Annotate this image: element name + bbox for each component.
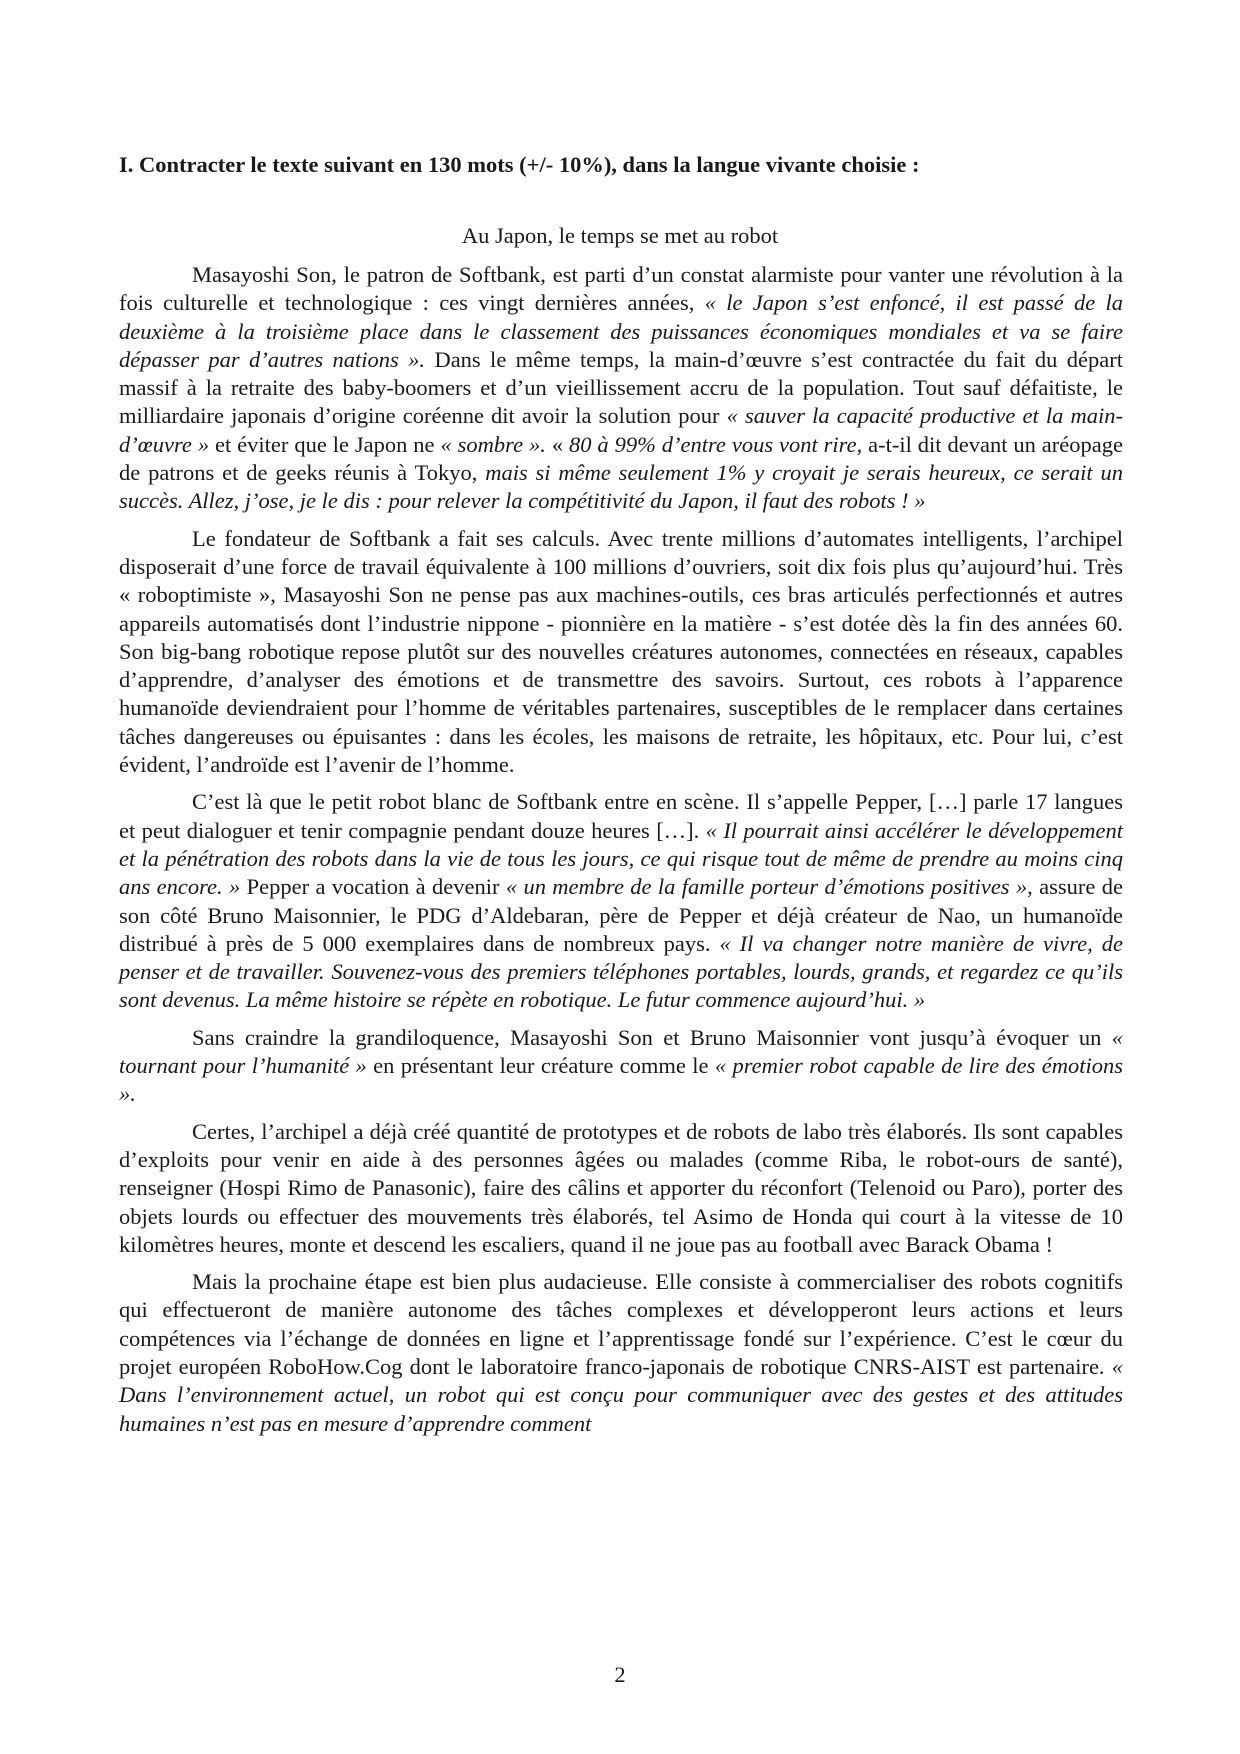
article-body xyxy=(119,261,1123,1438)
text-run: et éviter que le Japon ne xyxy=(209,431,441,457)
text-run: a-t-il dit devant un aréopage de patrons et de geeks réunis à Tokyo, xyxy=(119,431,1123,486)
quote-run: « un membre de la famille porteur d’émotions positives », xyxy=(505,874,1033,900)
text-run: assure de son côté Bruno Maisonnier, le PDG d’Aldebaran, père de Pepper et déjà créateur de Nao, un humanoïde distribué à près de 5 000 exemplaires dans de nombreux pays. xyxy=(119,874,1124,956)
quote-run: 80 à 99% d’entre vous vont rire, xyxy=(569,431,863,457)
text-run: Pepper a vocation à devenir xyxy=(240,874,506,900)
quote-run: « sombre ». xyxy=(440,431,546,457)
text-run: Mais la prochaine étape est bien plus audacieuse. Elle consiste à commercialiser des robots cognitifs qui effectueront de manière autonome des tâches complexes et développeront leurs actions et leurs compétences via l’échange de données en ligne et l’apprentissage fondé sur l’expérience. C’est le cœur du projet européen RoboHow.Cog dont le laboratoire franco-japonais de robotique CNRS-AIST est partenaire. xyxy=(119,1269,1123,1379)
text-run: Sans craindre la grandiloquence, Masayoshi Son et Bruno Maisonnier vont jusqu’à évoquer un xyxy=(192,1024,1112,1050)
article-paragraph xyxy=(119,1024,1123,1109)
text-run: Masayoshi Son, le patron de Softbank, est parti d’un constat alarmiste pour vanter une révolution à la fois culturelle et technologique : ces vingt dernières années, xyxy=(119,262,1123,316)
quote-run: « tournant pour l’humanité » xyxy=(119,1024,1123,1079)
quote-run: « sauver la capacité productive et la main-d’œuvre » xyxy=(119,403,1123,457)
quote-run: « Il pourrait ainsi accélérer le développement et la pénétration des robots dans la vie de tous les jours, ce qui risque tout de même de prendre au moins cinq ans encore. » xyxy=(119,817,1123,900)
text-run: en présentant leur créature comme le xyxy=(366,1053,715,1079)
text-run: C’est là que le petit robot blanc de Softbank entre en scène. Il s’appelle Pepper, […] parle 17 langues et peut dialoguer et tenir compagnie pendant douze heures […]. xyxy=(119,789,1123,843)
quote-run: « le Japon s’est enfoncé, il est passé de la deuxième à la troisième place dans le classement des puissances économiques mondiales et va se faire dépasser par d’autres nations ». xyxy=(119,290,1123,372)
quote-run: « premier robot capable de lire des émotions ». xyxy=(119,1053,1124,1107)
text-run: Dans le même temps, la main-d’œuvre s’est contractée du fait du départ massif à la retraite des baby-boomers et d’un vieillissement accru de la population. Tout sauf défaitiste, le milliardaire japonais d’origine coréenne dit avoir la solution pour xyxy=(119,346,1123,429)
text-run: « xyxy=(545,431,569,457)
text-run: Le fondateur de Softbank a fait ses calculs. Avec trente millions d’automates intelligents, l’archipel disposerait d’une force de travail équivalente à 100 millions d’ouvriers, soit dix fois plus qu’aujourd’hui. Très « roboptimiste », Masayoshi Son ne pense pas aux machines-outils, ces bras articulés perfectionnés et autres appareils automatisés dont l’industrie nippone - pionnière en la matière - s’est dotée dès la fin des années 60. Son big-bang robotique repose plutôt sur des nouvelles créatures autonomes, connectées en réseaux, capables d’apprendre, d’analyser des émotions et de transmettre des savoirs. Surtout, ces robots à l’apparence humanoïde deviendraient pour l’homme de véritables partenaires, susceptibles de le remplacer dans certaines tâches dangereuses ou épuisantes : dans les écoles, les maisons de retraite, les hôpitaux, etc. Pour lui, c’est évident, l’androïde est l’avenir de l’homme. xyxy=(119,525,1123,778)
article-title: Au Japon, le temps se met au robot xyxy=(461,223,779,248)
article-paragraph xyxy=(119,1118,1123,1259)
article-paragraph xyxy=(119,1268,1123,1438)
article-paragraph xyxy=(119,788,1123,1014)
article-paragraph xyxy=(119,525,1123,780)
quote-run: mais si même seulement 1% y croyait je serais heureux, ce serait un succès. Allez, j’ose, je le dis : pour relever la compétitivité du Japon, il faut des robots ! » xyxy=(119,460,1123,514)
text-run: Certes, l’archipel a déjà créé quantité de prototypes et de robots de labo très élaborés. Ils sont capables d’exploits pour venir en aide à des personnes âgées ou malades (comme Riba, le robot-ours de santé), renseigner (Hospi Rimo de Panasonic), faire des câlins et apporter du réconfort (Telenoid ou Paro), porter des objets lourds ou effectuer des mouvements très élaborés, tel Asimo de Honda qui court à la vitesse de 10 kilomètres heures, monte et descend les escaliers, quand il ne joue pas au football avec Barack Obama ! xyxy=(119,1118,1123,1257)
exercise-heading: I. Contracter le texte suivant en 130 mots (+/- 10%), dans la langue vivante choisie : xyxy=(119,152,920,177)
page-number: 2 xyxy=(614,1662,626,1687)
article-paragraph xyxy=(119,261,1123,516)
quote-run: « Dans l’environnement actuel, un robot qui est conçu pour communiquer avec des gestes et des attitudes humaines n’est pas en mesure d’apprendre comment xyxy=(119,1353,1123,1436)
quote-run: « Il va changer notre manière de vivre, de penser et de travailler. Souvenez-vous des premiers téléphones portables, lourds, grands, et regardez ce qu’ils sont devenus. La même histoire se répète en robotique. Le futur commence aujourd’hui. » xyxy=(119,930,1123,1013)
